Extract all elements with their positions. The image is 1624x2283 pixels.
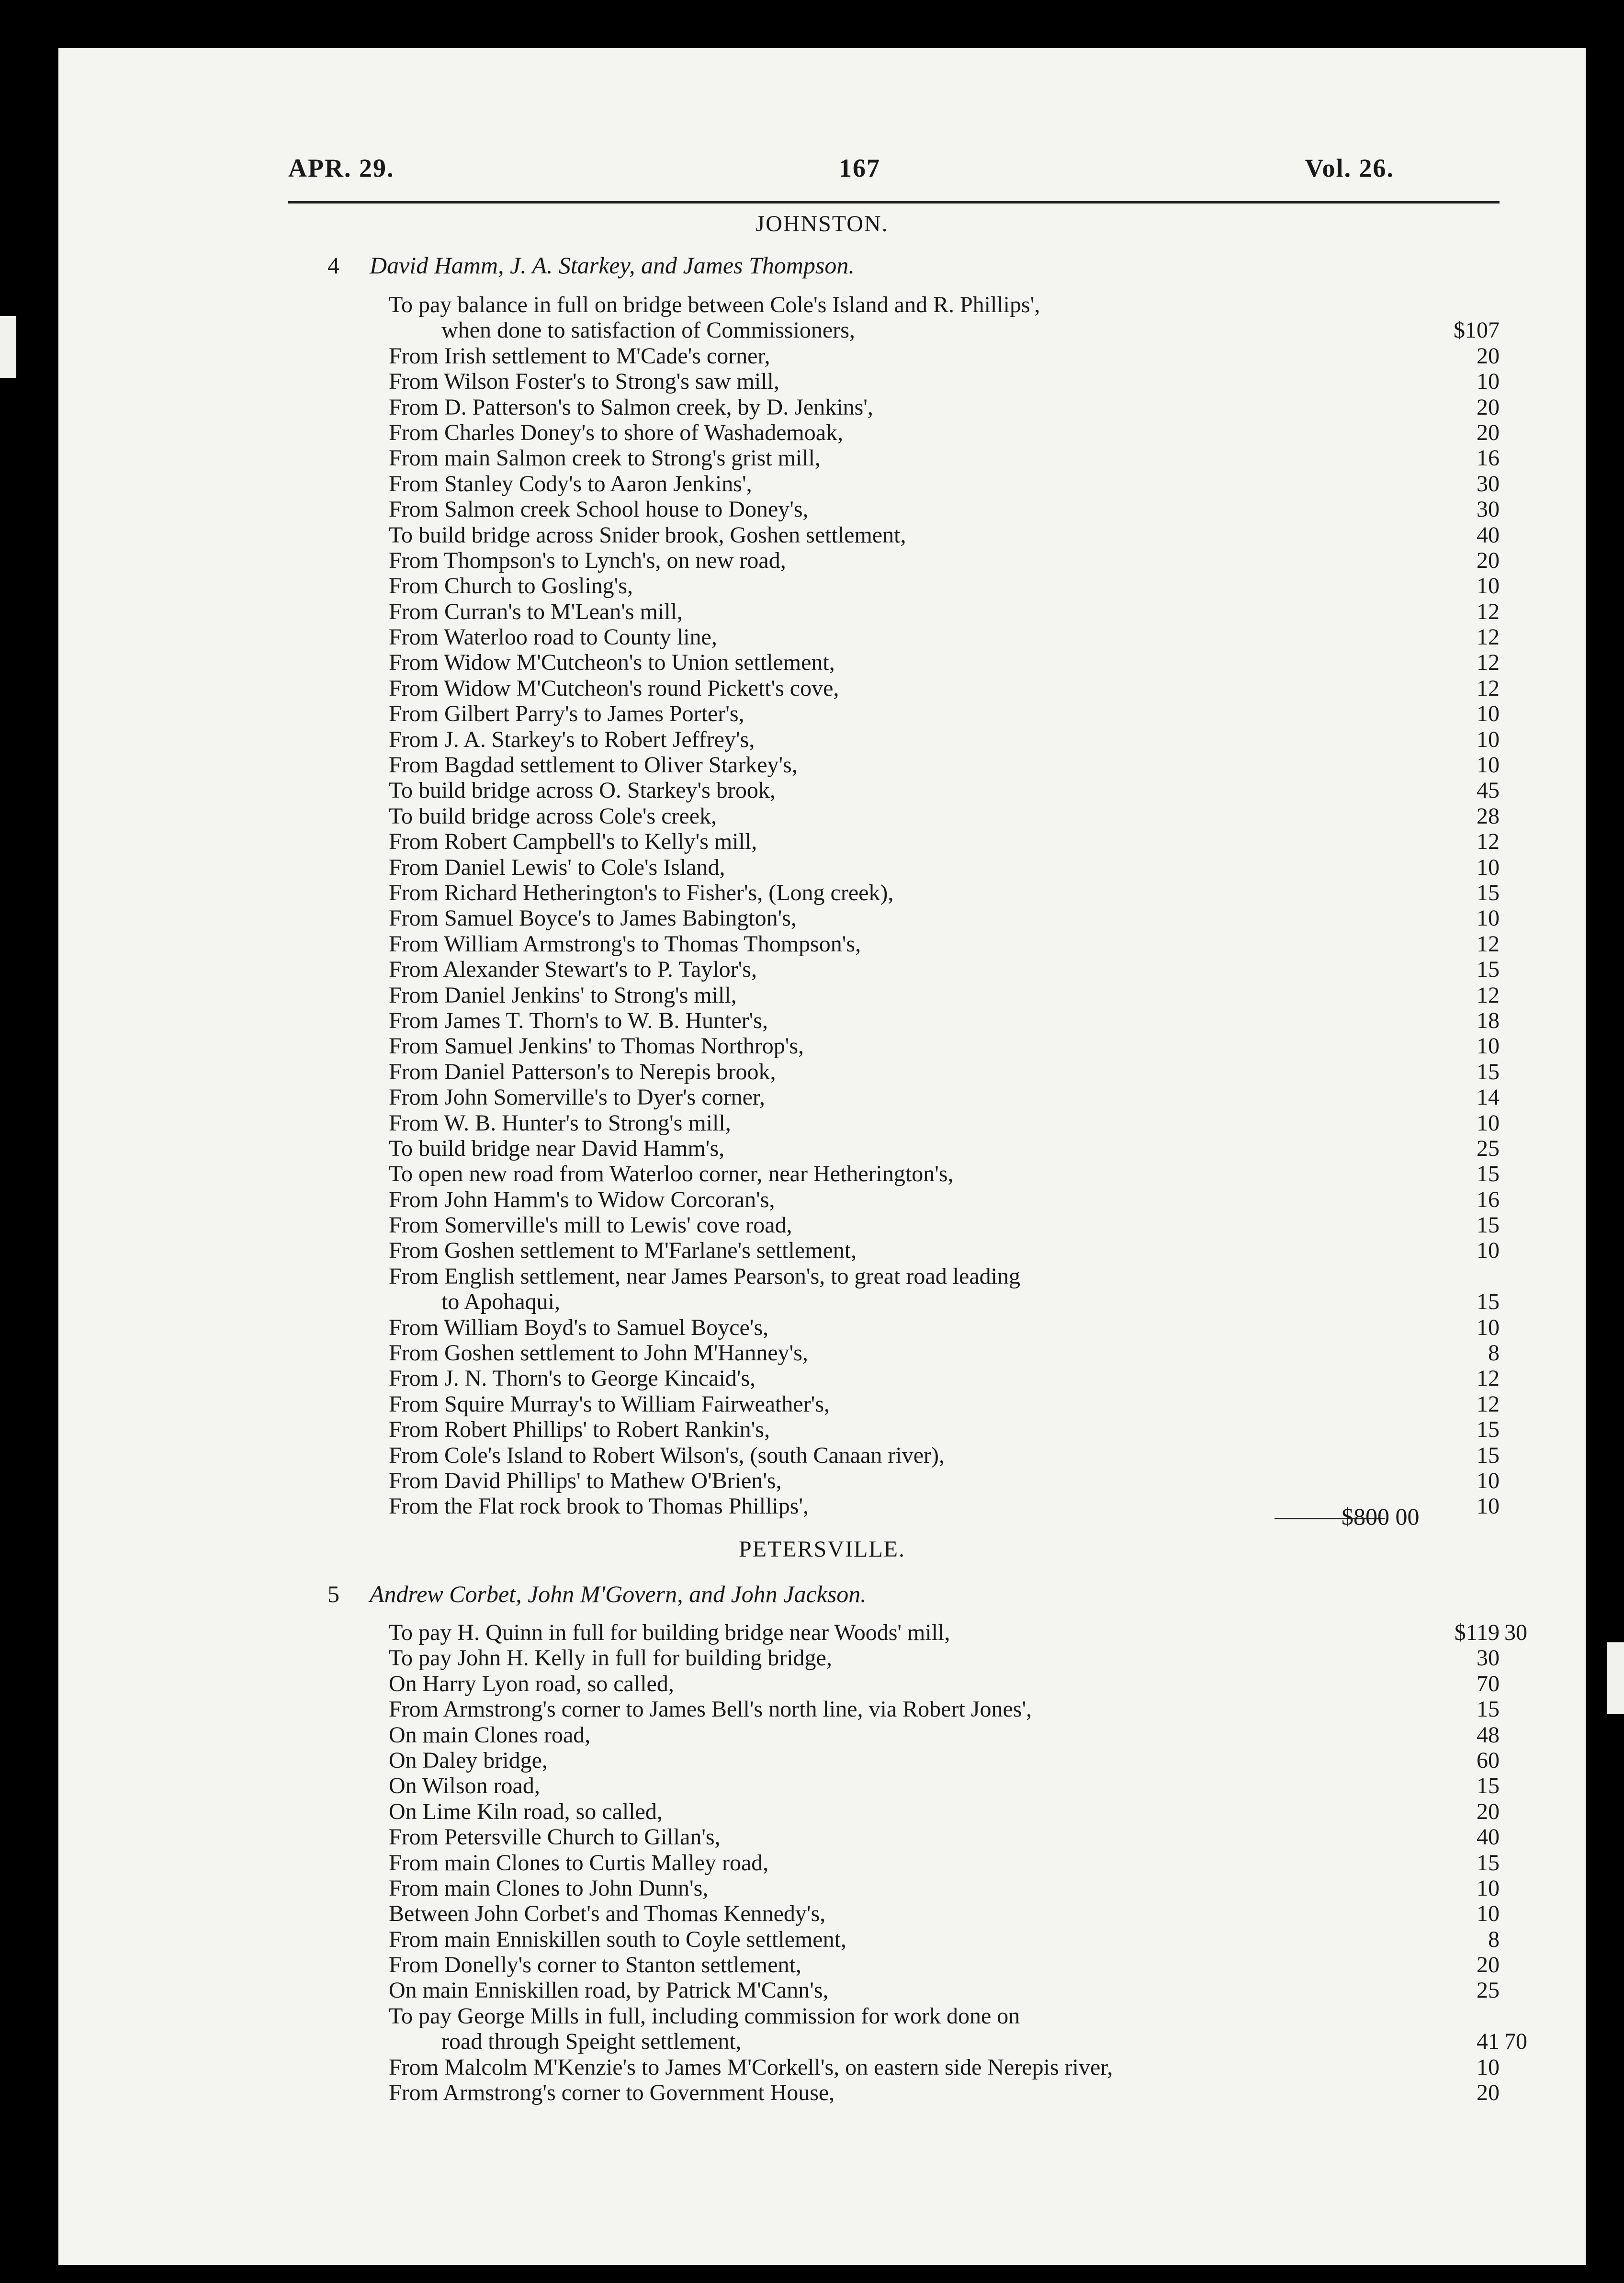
entry-row [389,650,1500,675]
entry-row [389,1417,1500,1442]
entry-amount: 12 [1477,931,1500,957]
entry-row [389,1059,1500,1085]
entry-row [389,1773,1500,1798]
entry-description: From Widow M'Cutcheon's round Pickett's cove, [389,675,839,701]
entry-description: From Goshen settlement to M'Farlane's settlement, [389,1238,857,1264]
entry-row [389,1468,1500,1493]
entries-johnston [389,292,1500,1519]
entry-description: From John Somerville's to Dyer's corner, [389,1085,765,1110]
entry-amount: 20 [1477,394,1500,420]
entry-row [389,2055,1500,2080]
entry-amount: 12 [1477,624,1500,650]
entry-amount: 10 [1477,1468,1500,1493]
entry-description: From Cole's Island to Robert Wilson's, (south Canaan river), [389,1442,945,1468]
entry-description: From Salmon creek School house to Doney's, [389,497,809,522]
entry-row [389,292,1500,317]
entry-amount: 45 [1477,778,1500,803]
entry-amount: 60 [1477,1747,1500,1773]
entry-row [389,931,1500,957]
entry-description: From Gilbert Parry's to James Porter's, [389,701,744,727]
entry-row [389,1493,1500,1519]
entry-amount: 12 [1477,829,1500,855]
entry-amount: 12 [1477,1366,1500,1391]
entry-row [389,471,1500,497]
entry-description: From Waterloo road to County line, [389,624,717,650]
entry-description: From David Phillips' to Mathew O'Brien's, [389,1468,782,1493]
entry-amount: 14 [1477,1085,1500,1110]
entry-amount: 15 [1477,1289,1500,1315]
entry-description: On main Enniskillen road, by Patrick M'Cann's, [389,1978,829,2003]
entry-row [389,317,1500,343]
entry-description: To pay H. Quinn in full for building bridge near Woods' mill, [389,1620,950,1645]
entry-cents: 70 [1504,2029,1527,2055]
document-page [58,48,1586,2265]
section-title-petersville: PETERSVILLE. [739,1537,905,1562]
entry-amount: 10 [1477,1314,1500,1340]
entry-description: To build bridge across O. Starkey's brook, [389,778,776,803]
entry-row [389,2080,1500,2105]
entry-row [389,1187,1500,1212]
entry-amount: 40 [1477,522,1500,548]
entry-row [389,573,1500,599]
entry-row [389,1443,1500,1468]
entry-row [389,1824,1500,1850]
entry-amount: 10 [1477,1110,1500,1136]
entry-row [389,905,1500,931]
entry-row [389,1391,1500,1417]
entry-row [389,497,1500,522]
entry-amount: 8 [1488,1340,1500,1366]
section-number: 4 [327,252,339,279]
entry-description: From Richard Hetherington's to Fisher's, (Long creek), [389,880,894,905]
entry-description: From Samuel Jenkins' to Thomas Northrop's, [389,1033,804,1059]
entry-amount: 15 [1477,957,1500,983]
entry-row [389,727,1500,752]
entry-amount: 12 [1477,982,1500,1008]
entry-row [389,1085,1500,1110]
section-number: 5 [327,1581,339,1607]
entry-amount: 8 [1488,1926,1500,1952]
entry-amount: 28 [1477,803,1500,829]
entry-description: From Bagdad settlement to Oliver Starkey's, [389,752,798,778]
entry-description: From the Flat rock brook to Thomas Phillips', [389,1493,809,1519]
entry-row [389,1696,1500,1722]
entry-row [389,1136,1500,1161]
entry-amount: 10 [1477,1033,1500,1059]
entry-row [389,1952,1500,1978]
entry-amount: 10 [1477,752,1500,778]
header-volume: Vol. 26. [1305,154,1394,182]
entry-amount: 10 [1477,1901,1500,1927]
entry-amount: 10 [1477,905,1500,931]
entry-amount: 70 [1477,1671,1500,1696]
entry-amount: 10 [1477,1238,1500,1264]
entry-amount: 30 [1477,1645,1500,1671]
entry-description: From D. Patterson's to Salmon creek, by D. Jenkins', [389,394,873,420]
entry-row [389,395,1500,420]
entry-amount: $107 [1454,317,1500,343]
entry-row [389,829,1500,854]
entry-row [389,1238,1500,1263]
entry-amount: 30 [1477,497,1500,522]
entry-row [389,752,1500,778]
entry-amount: 15 [1477,1417,1500,1443]
entry-description: From J. A. Starkey's to Robert Jeffrey's, [389,726,755,752]
entry-row [389,1264,1500,1289]
entry-row [389,2003,1500,2029]
entry-amount: 16 [1477,1187,1500,1212]
entry-amount: 15 [1477,1773,1500,1799]
entry-description: From Armstrong's corner to Government House, [389,2080,835,2106]
entry-amount: 15 [1477,1442,1500,1468]
entry-row [389,676,1500,701]
entry-row [389,855,1500,880]
scan-tab-left [0,316,16,378]
header-page-number: 167 [839,154,880,182]
entry-description: On Daley bridge, [389,1747,548,1773]
entry-description: To pay George Mills in full, including commission for work done on [389,2003,1020,2029]
entry-amount: 20 [1477,419,1500,445]
entry-description: To build bridge across Cole's creek, [389,803,717,829]
entry-description: From Petersville Church to Gillan's, [389,1824,721,1850]
entry-amount: 10 [1477,854,1500,880]
entry-description: From Charles Doney's to shore of Washademoak, [389,419,844,445]
entry-row [389,1671,1500,1696]
commissioners-petersville [327,1580,867,1608]
entry-description: From Church to Gosling's, [389,573,633,599]
commissioners-names: David Hamm, J. A. Starkey, and James Thompson. [370,252,855,279]
entry-amount: 10 [1477,1875,1500,1901]
entry-description: From Widow M'Cutcheon's to Union settlement, [389,650,835,676]
scan-tab-right [1607,1642,1624,1714]
entry-amount: 15 [1477,1059,1500,1085]
entry-description: To pay John H. Kelly in full for building bridge, [389,1645,832,1671]
entry-amount: 20 [1477,2080,1500,2106]
entry-row [389,1008,1500,1033]
entry-description: From William Armstrong's to Thomas Thompson's, [389,931,861,957]
entry-row [389,1289,1500,1314]
entry-description: From Daniel Patterson's to Nerepis brook, [389,1059,776,1085]
entry-amount: 15 [1477,1850,1500,1876]
entry-description: From J. N. Thorn's to George Kincaid's, [389,1366,756,1391]
entry-amount: 41 [1477,2029,1500,2055]
entry-description: From Stanley Cody's to Aaron Jenkins', [389,471,752,497]
entry-amount: 10 [1477,701,1500,727]
entry-row [389,369,1500,394]
entry-amount: 16 [1477,445,1500,471]
entry-cents: 30 [1504,1620,1527,1645]
entry-amount: 48 [1477,1722,1500,1748]
entry-row [389,1722,1500,1748]
entry-description: when done to satisfaction of Commissioners, [441,317,855,343]
header-date: APR. 29. [288,154,395,182]
entry-description: From W. B. Hunter's to Strong's mill, [389,1110,731,1136]
entry-description: From Donelly's corner to Stanton settlement, [389,1952,801,1978]
entry-amount: 25 [1477,1135,1500,1161]
entry-description: From Somerville's mill to Lewis' cove road, [389,1212,792,1238]
entry-description: On Wilson road, [389,1773,540,1799]
entry-row [389,624,1500,650]
entry-description: From Squire Murray's to William Fairweather's, [389,1391,830,1417]
entry-description: to Apohaqui, [441,1289,560,1315]
entry-description: From Irish settlement to M'Cade's corner, [389,343,770,369]
entry-row [389,522,1500,548]
entry-description: From Thompson's to Lynch's, on new road, [389,547,786,573]
entry-amount: 12 [1477,650,1500,676]
entry-description: From Alexander Stewart's to P. Taylor's, [389,957,757,983]
entry-amount: 10 [1477,2054,1500,2080]
entry-amount: 12 [1477,599,1500,624]
entry-amount: 25 [1477,1978,1500,2003]
entry-description: From Robert Campbell's to Kelly's mill, [389,829,757,855]
entry-row [389,1340,1500,1366]
entry-description: On Lime Kiln road, so called, [389,1798,663,1824]
header-rule [288,201,1500,203]
entry-row [389,1748,1500,1773]
entry-description: From Malcolm M'Kenzie's to James M'Corkell's, on eastern side Nerepis river, [389,2054,1113,2080]
entry-amount: 15 [1477,880,1500,905]
entry-amount: 12 [1477,1391,1500,1417]
entry-row [389,957,1500,982]
entry-amount: 20 [1477,1952,1500,1978]
entry-row [389,1927,1500,1952]
entry-row [389,778,1500,803]
entry-row [389,983,1500,1008]
page-header [288,153,1394,206]
entry-description: On Harry Lyon road, so called, [389,1671,674,1696]
entry-description: To open new road from Waterloo corner, near Hetherington's, [389,1161,954,1187]
entry-description: From John Hamm's to Widow Corcoran's, [389,1187,775,1212]
entry-amount: 15 [1477,1696,1500,1722]
section-title-johnston: JOHNSTON. [756,211,889,237]
entry-row [389,1315,1500,1340]
entry-description: On main Clones road, [389,1722,591,1748]
entry-description: From main Clones to John Dunn's, [389,1875,709,1901]
entry-description: From main Clones to Curtis Malley road, [389,1850,769,1876]
entry-description: From William Boyd's to Samuel Boyce's, [389,1314,769,1340]
entry-row [389,1876,1500,1901]
entry-row [389,1212,1500,1238]
entry-row [389,1110,1500,1136]
commissioners-names: Andrew Corbet, John M'Govern, and John Jackson. [370,1581,867,1607]
entry-description: To pay balance in full on bridge between Cole's Island and R. Phillips', [389,292,1040,317]
entry-row [389,1850,1500,1876]
entry-row [389,1645,1500,1671]
entry-amount: 15 [1477,1161,1500,1187]
entry-amount: 20 [1477,343,1500,369]
entry-amount: 18 [1477,1007,1500,1033]
entry-amount: 10 [1477,369,1500,395]
entry-description: From main Salmon creek to Strong's grist mill, [389,445,821,471]
entry-description: From Goshen settlement to John M'Hanney's, [389,1340,808,1366]
entry-row [389,803,1500,829]
entry-row [389,1978,1500,2003]
entry-row [389,2029,1527,2055]
entry-description: From Curran's to M'Lean's mill, [389,599,683,624]
entry-amount: 40 [1477,1824,1500,1850]
entry-amount: 15 [1477,1212,1500,1238]
entry-row [389,343,1500,369]
entry-description: From English settlement, near James Pearson's, to great road leading [389,1263,1020,1289]
commissioners-johnston [327,251,855,279]
entry-description: Between John Corbet's and Thomas Kennedy's, [389,1901,826,1927]
entry-amount: 10 [1477,1493,1500,1519]
entry-description: From Daniel Lewis' to Cole's Island, [389,854,725,880]
entry-row [389,1033,1500,1059]
entry-row [389,445,1500,471]
entry-description: From Robert Phillips' to Robert Rankin's, [389,1417,770,1443]
entry-amount: 10 [1477,573,1500,599]
entry-row [389,548,1500,573]
entry-row [389,599,1500,624]
entry-description: From Samuel Boyce's to James Babington's, [389,905,797,931]
entry-row [389,1161,1500,1187]
entry-row [389,420,1500,445]
entry-row [389,880,1500,905]
entry-description: From James T. Thorn's to W. B. Hunter's, [389,1007,768,1033]
entry-description: To build bridge across Snider brook, Goshen settlement, [389,522,906,548]
entry-amount: 12 [1477,675,1500,701]
entry-row [389,1901,1500,1926]
section-total-johnston: $800 00 [1342,1503,1420,1530]
entry-row [389,1620,1527,1645]
entry-amount: 10 [1477,726,1500,752]
entry-row [389,1799,1500,1824]
entry-row [389,701,1500,726]
entry-description: To build bridge near David Hamm's, [389,1135,725,1161]
entry-description: From Wilson Foster's to Strong's saw mill, [389,369,779,395]
entry-description: road through Speight settlement, [441,2029,742,2055]
entry-row [389,1366,1500,1391]
entry-amount: 30 [1477,471,1500,497]
entries-petersville [389,1620,1527,2106]
entry-description: From Daniel Jenkins' to Strong's mill, [389,982,737,1008]
entry-amount: 20 [1477,547,1500,573]
entry-amount: 20 [1477,1798,1500,1824]
entry-description: From Armstrong's corner to James Bell's north line, via Robert Jones', [389,1696,1032,1722]
entry-amount: $119 [1454,1620,1500,1645]
entry-description: From main Enniskillen south to Coyle settlement, [389,1926,846,1952]
